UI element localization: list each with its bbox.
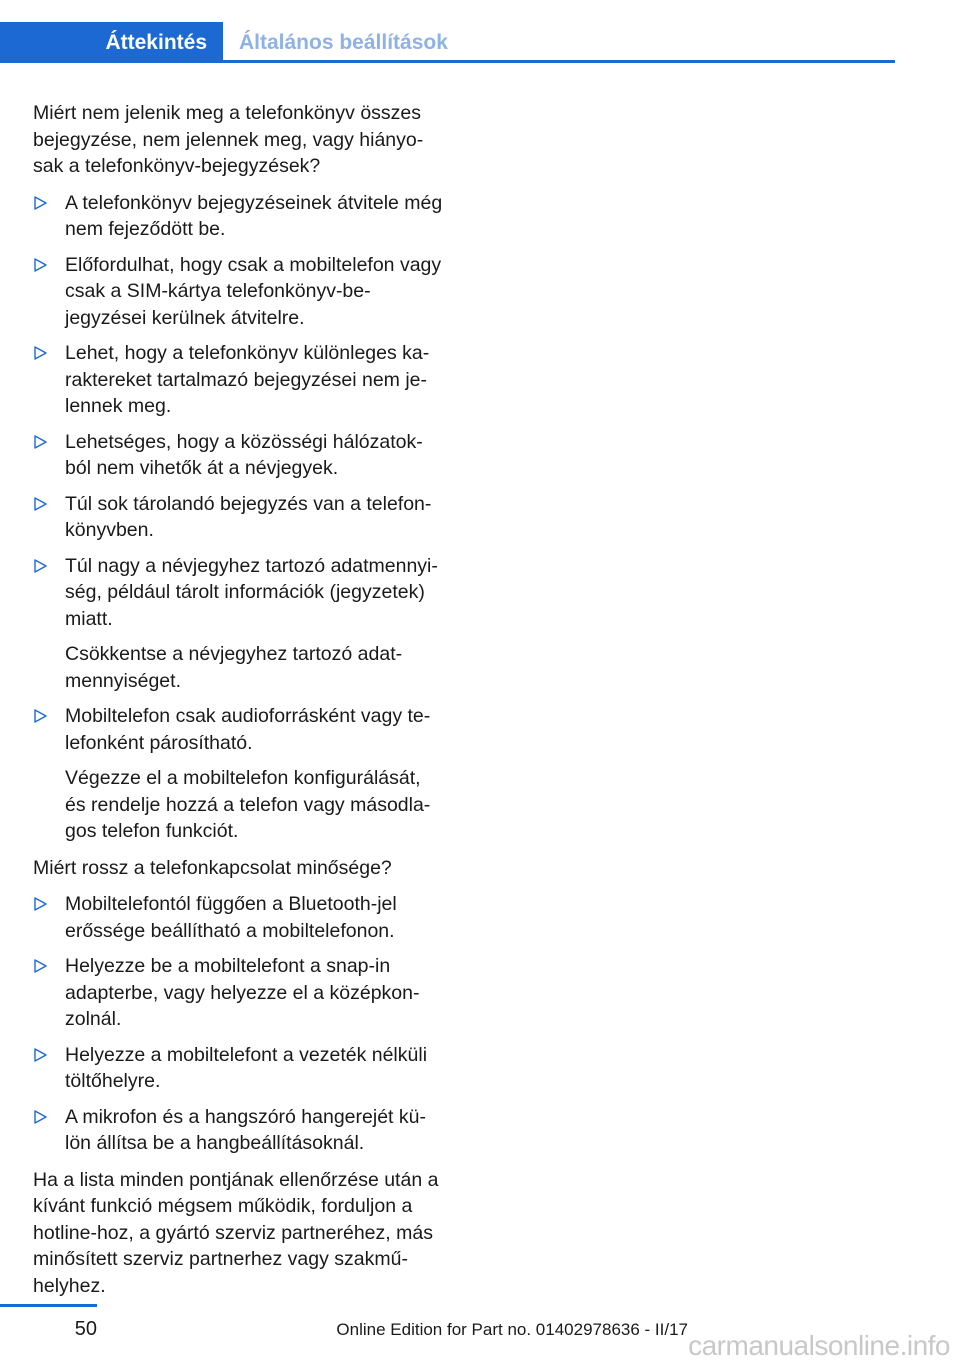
list-item-text: Lehet, hogy a telefonkönyv különleges ka-raktereket tartalmazó bejegyzései nem je-lennek meg. [65, 342, 430, 417]
list-item [33, 1104, 445, 1157]
list-item-text: A telefonkönyv bejegyzéseinek átvitele még nem fejeződött be. [65, 191, 443, 240]
triangle-bullet-icon [33, 257, 49, 273]
triangle-bullet-icon [33, 958, 49, 974]
list-item-text: Túl nagy a névjegyhez tartozó adatmennyi-ség, például tárolt információk (jegyzetek) miatt. [65, 554, 438, 630]
closing-paragraph: Ha a lista minden pontjának ellenőrzése után a kívánt funkció mégsem működik, forduljon a hotline-hoz, a gyártó szerviz partneréhez, más minősített szerviz partnerhez vagy szakmű-helyhez. [33, 1168, 439, 1297]
list-item-text: Túl sok tárolandó bejegyzés van a telefon-könyvben. [65, 492, 432, 541]
list-item-text: Lehetséges, hogy a közösségi hálózatok-ból nem vihetők át a névjegyek. [65, 430, 423, 479]
triangle-bullet-icon [33, 496, 49, 512]
list-item [33, 703, 445, 845]
list-item-instruction: Csökkentse a névjegyhez tartozó adat-mennyiséget. [65, 643, 403, 692]
list-item [33, 553, 445, 695]
list-item [33, 953, 445, 1033]
triangle-bullet-icon [33, 434, 49, 450]
tab-general-settings-label: Általános beállítások [239, 30, 448, 54]
triangle-bullet-icon [33, 1047, 49, 1063]
triangle-bullet-icon [33, 1109, 49, 1125]
list-item-text: Helyezze be a mobiltelefont a snap-in adapterbe, vagy helyezze el a középkon-zolnál. [65, 955, 420, 1030]
triangle-bullet-icon [33, 195, 49, 211]
triangle-bullet-icon [33, 896, 49, 912]
list-item [33, 190, 445, 243]
header-divider [0, 60, 895, 63]
footer-divider [0, 1304, 97, 1307]
question-call-quality: Miért rossz a telefonkapcsolat minősége? [33, 856, 392, 879]
list-item [33, 491, 445, 544]
list-item-text: Mobiltelefontól függően a Bluetooth-jel erőssége beállítható a mobiltelefonon. [65, 893, 397, 942]
list-item-instruction: Végezze el a mobiltelefon konfigurálását, és rendelje hozzá a telefon vagy másodla-gos telefon funkciót. [65, 767, 431, 842]
triangle-bullet-icon [33, 345, 49, 361]
triangle-bullet-icon [33, 708, 49, 724]
list-item-text: Előfordulhat, hogy csak a mobiltelefon vagy csak a SIM-kártya telefonkönyv-be-jegyzései kerülnek átvitelre. [65, 253, 442, 329]
watermark-logo: carmanualsonline.info [688, 1330, 950, 1361]
triangle-bullet-icon [33, 558, 49, 574]
edition-note: Online Edition for Part no. 01402978636 - II/17 [336, 1320, 688, 1339]
list-item [33, 891, 445, 944]
list-item [33, 252, 445, 332]
tab-overview[interactable] [0, 22, 223, 63]
list-item [33, 429, 445, 482]
list-item [33, 1042, 445, 1095]
tab-overview-label: Áttekintés [105, 30, 207, 54]
page-number: 50 [74, 1318, 97, 1340]
phonebook-causes-list [33, 190, 445, 845]
call-quality-list [33, 891, 445, 1157]
list-item-text: A mikrofon és a hangszóró hangerejét kü-lön állítsa be a hangbeállításoknál. [65, 1105, 426, 1154]
list-item-text: Mobiltelefon csak audioforrásként vagy te-lefonként párosítható. [65, 705, 431, 754]
question-phonebook: Miért nem jelenik meg a telefonkönyv összes bejegyzése, nem jelennek meg, vagy hiányo-sak a telefonkönyv-bejegyzések? [33, 102, 424, 177]
header [0, 0, 960, 64]
list-item-text: Helyezze a mobiltelefont a vezeték nélküli töltőhelyre. [65, 1043, 428, 1092]
list-item [33, 340, 445, 420]
tab-general-settings[interactable] [239, 22, 448, 63]
main-content [33, 100, 445, 1309]
